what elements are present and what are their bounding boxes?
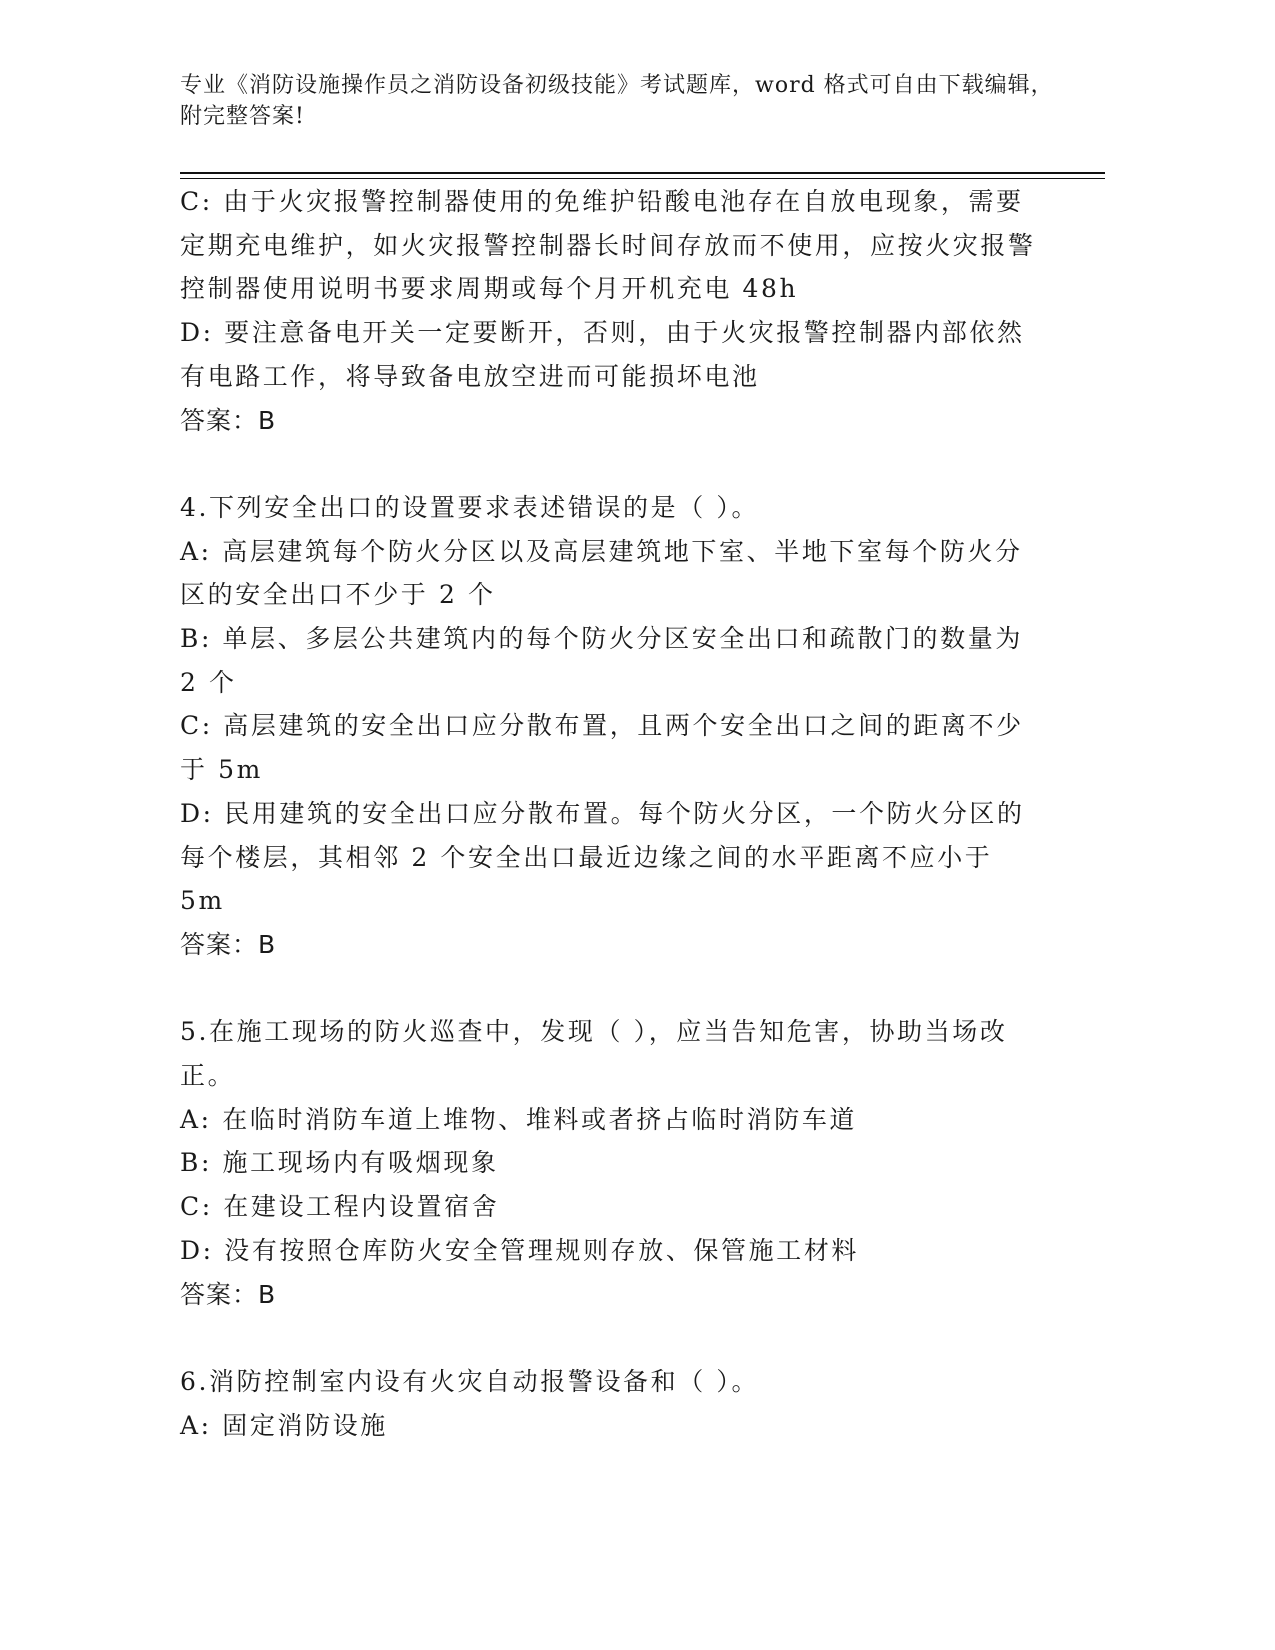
question-6 <box>180 1360 1040 1447</box>
q3-option-d: D: 要注意备电开关一定要断开，否则，由于火灾报警控制器内部依然有电路工作，将导致备电放空进而可能损坏电池 <box>180 318 1025 391</box>
q5-option-a: A: 在临时消防车道上堆物、堆料或者挤占临时消防车道 <box>180 1104 858 1134</box>
q4-option-a: A: 高层建筑每个防火分区以及高层建筑地下室、半地下室每个防火分区的安全出口不少于 2 个 <box>180 536 1023 610</box>
q3-answer: 答案：B <box>180 405 277 435</box>
q5-option-c: C: 在建设工程内设置宿舍 <box>180 1192 500 1222</box>
q3-option-c: C: 由于火灾报警控制器使用的免维护铅酸电池存在自放电现象，需要定期充电维护，如火灾报警控制器长时间存放而不使用，应按火灾报警控制器使用说明书要求周期或每个月开机充电 48h <box>180 187 1036 304</box>
spacer <box>180 967 1040 1011</box>
q6-option-a: A: 固定消防设施 <box>180 1410 388 1440</box>
q5-option-b: B: 施工现场内有吸烟现象 <box>180 1148 499 1178</box>
q4-question: 4.下列安全出口的设置要求表述错误的是（ ）。 <box>180 492 760 522</box>
question-4 <box>180 486 1040 967</box>
q4-option-c: C: 高层建筑的安全出口应分散布置，且两个安全出口之间的距离不少于 5m <box>180 711 1024 785</box>
page-header: 专业《消防设施操作员之消防设备初级技能》考试题库，word 格式可自由下载编辑，附完整答案! <box>180 73 1054 129</box>
q6-question: 6.消防控制室内设有火灾自动报警设备和（ ）。 <box>180 1366 760 1396</box>
document-body <box>180 180 1040 1447</box>
spacer <box>180 1316 1040 1360</box>
q5-answer: 答案：B <box>180 1279 277 1309</box>
q4-option-d: D: 民用建筑的安全出口应分散布置。每个防火分区，一个防火分区的每个楼层，其相邻 2 个安全出口最近边缘之间的水平距离不应小于 5m <box>180 798 1025 916</box>
q4-answer: 答案：B <box>180 929 277 959</box>
q5-option-d: D: 没有按照仓库防火安全管理规则存放、保管施工材料 <box>180 1235 860 1265</box>
question-3-continued <box>180 180 1040 442</box>
question-5 <box>180 1010 1040 1316</box>
spacer <box>180 442 1040 486</box>
header-rule-thick <box>180 172 1105 174</box>
q5-question: 5.在施工现场的防火巡查中，发现（ ），应当告知危害，协助当场改正。 <box>180 1017 1008 1091</box>
q4-option-b: B: 单层、多层公共建筑内的每个防火分区安全出口和疏散门的数量为 2 个 <box>180 624 1023 697</box>
header-rule-thin <box>180 178 1105 179</box>
